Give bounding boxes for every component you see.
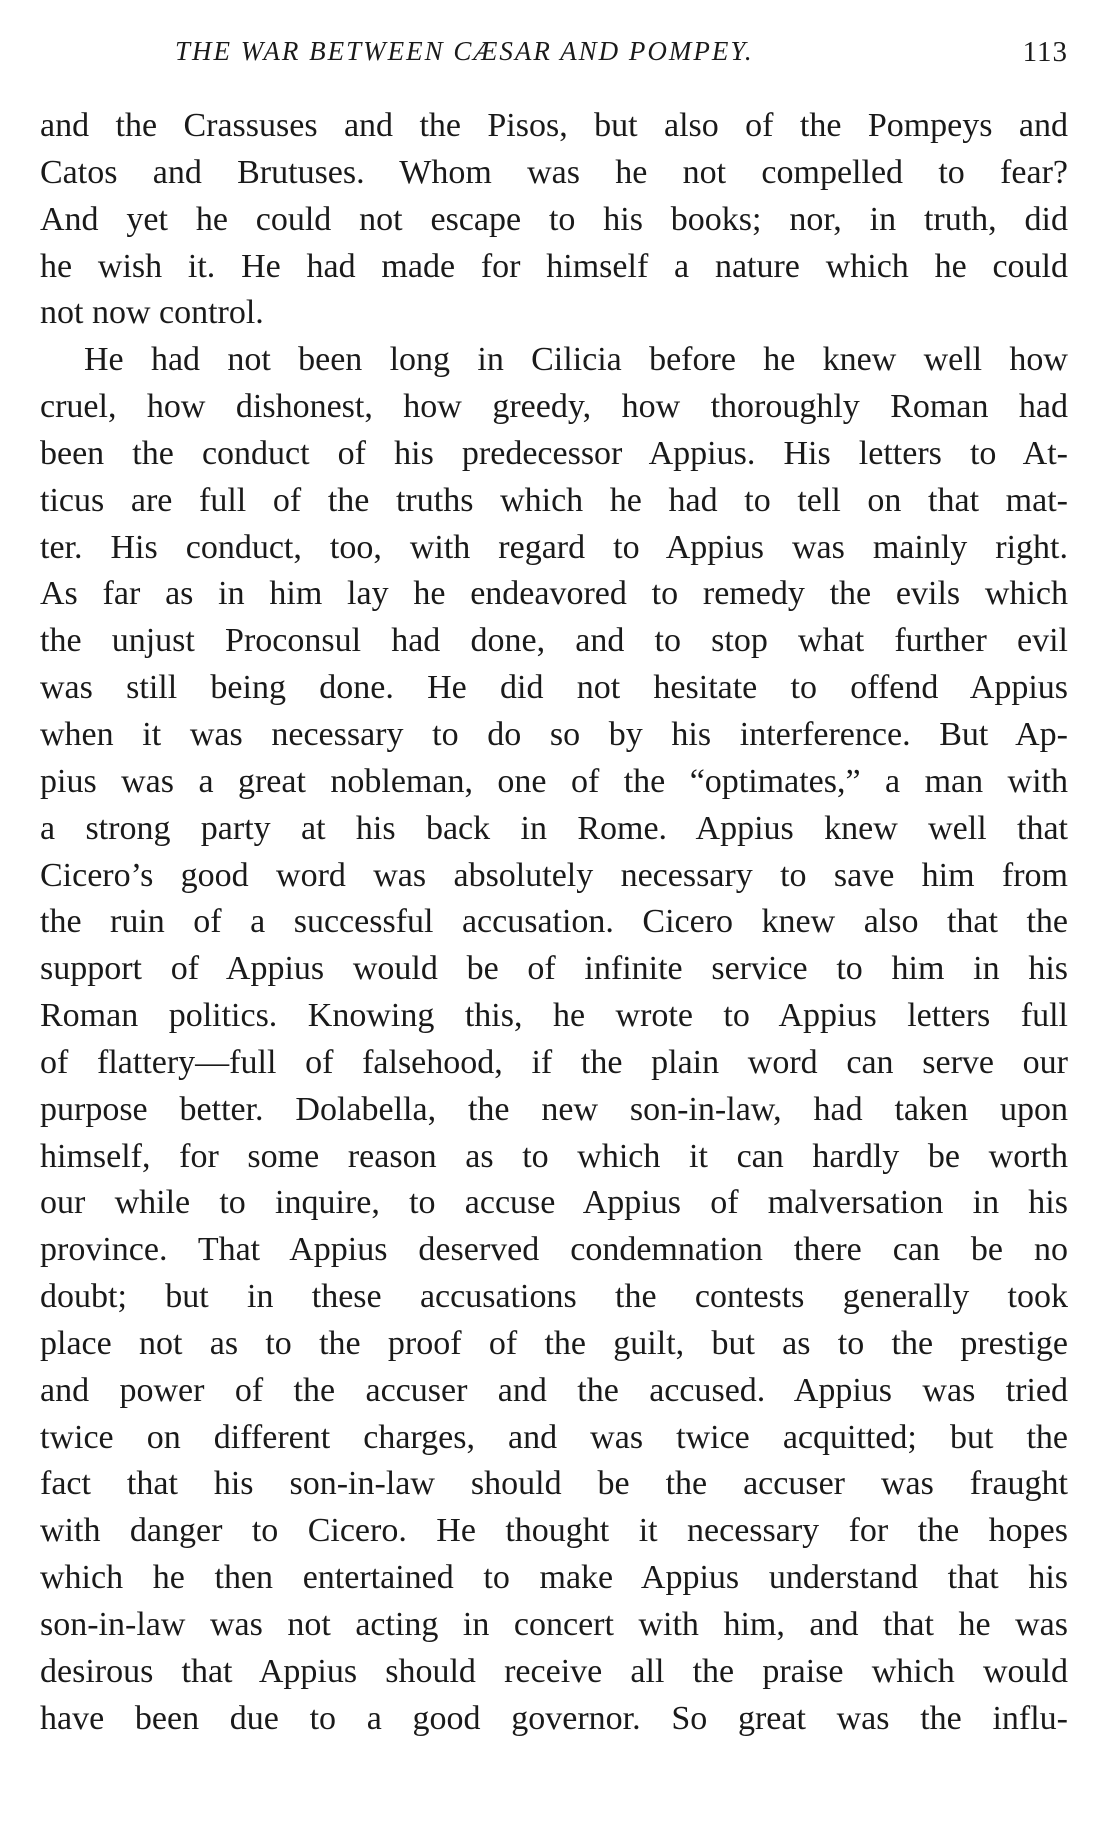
- body-text: [40, 103, 1068, 1743]
- page-number: 113: [1022, 36, 1068, 68]
- text-line: purpose better. Dolabella, the new son-in-law, had taken upon: [40, 1090, 1068, 1128]
- text-line: fact that his son-in-law should be the accuser was fraught: [40, 1465, 1068, 1503]
- text-line: province. That Appius deserved condemnation there can be no: [40, 1231, 1068, 1269]
- text-line: ticus are full of the truths which he had to tell on that mat-: [40, 481, 1068, 519]
- text-line: Catos and Brutuses. Whom was he not compelled to fear?: [40, 153, 1068, 191]
- text-line: not now control.: [40, 294, 264, 332]
- text-line: a strong party at his back in Rome. Appius knew well that: [40, 809, 1068, 847]
- text-line: the unjust Proconsul had done, and to stop what further evil: [40, 622, 1068, 660]
- running-head: [40, 36, 1068, 76]
- paragraph-first-line: He had not been long in Cilicia before he knew well how: [84, 341, 1068, 379]
- text-line: the ruin of a successful accusation. Cicero knew also that the: [40, 903, 1068, 941]
- text-line: ter. His conduct, too, with regard to Appius was mainly right.: [40, 528, 1068, 566]
- text-line: and power of the accuser and the accused. Appius was tried: [40, 1371, 1068, 1409]
- text-line: place not as to the proof of the guilt, but as to the prestige: [40, 1324, 1068, 1362]
- text-line: support of Appius would be of infinite service to him in his: [40, 950, 1068, 988]
- text-line: have been due to a good governor. So great was the influ-: [40, 1699, 1068, 1737]
- text-line: he wish it. He had made for himself a nature which he could: [40, 247, 1068, 285]
- text-line: when it was necessary to do so by his interference. But Ap-: [40, 715, 1068, 753]
- text-line: And yet he could not escape to his books; nor, in truth, did: [40, 200, 1068, 238]
- text-line: son-in-law was not acting in concert with him, and that he was: [40, 1606, 1068, 1643]
- running-title: THE WAR BETWEEN CÆSAR AND POMPEY.: [175, 36, 754, 66]
- text-line: of flattery—full of falsehood, if the plain word can serve our: [40, 1043, 1068, 1081]
- text-line: As far as in him lay he endeavored to remedy the evils which: [40, 575, 1068, 613]
- text-line: our while to inquire, to accuse Appius of malversation in his: [40, 1184, 1068, 1222]
- text-line: with danger to Cicero. He thought it necessary for the hopes: [40, 1512, 1068, 1550]
- text-line: Roman politics. Knowing this, he wrote to Appius letters full: [40, 997, 1068, 1035]
- text-line: which he then entertained to make Appius understand that his: [40, 1559, 1068, 1597]
- text-line: pius was a great nobleman, one of the “optimates,” a man with: [40, 762, 1068, 800]
- text-line: desirous that Appius should receive all the praise which would: [40, 1652, 1068, 1690]
- text-line: doubt; but in these accusations the contests generally took: [40, 1278, 1068, 1316]
- text-line: Cicero’s good word was absolutely necessary to save him from: [40, 856, 1068, 894]
- text-line: been the conduct of his predecessor Appius. His letters to At-: [40, 434, 1068, 472]
- text-line: cruel, how dishonest, how greedy, how thoroughly Roman had: [40, 388, 1068, 426]
- text-line: twice on different charges, and was twice acquitted; but the: [40, 1418, 1068, 1456]
- text-line: himself, for some reason as to which it can hardly be worth: [40, 1137, 1068, 1175]
- text-line: and the Crassuses and the Pisos, but also of the Pompeys and: [40, 107, 1068, 144]
- text-line: was still being done. He did not hesitate to offend Appius: [40, 669, 1068, 707]
